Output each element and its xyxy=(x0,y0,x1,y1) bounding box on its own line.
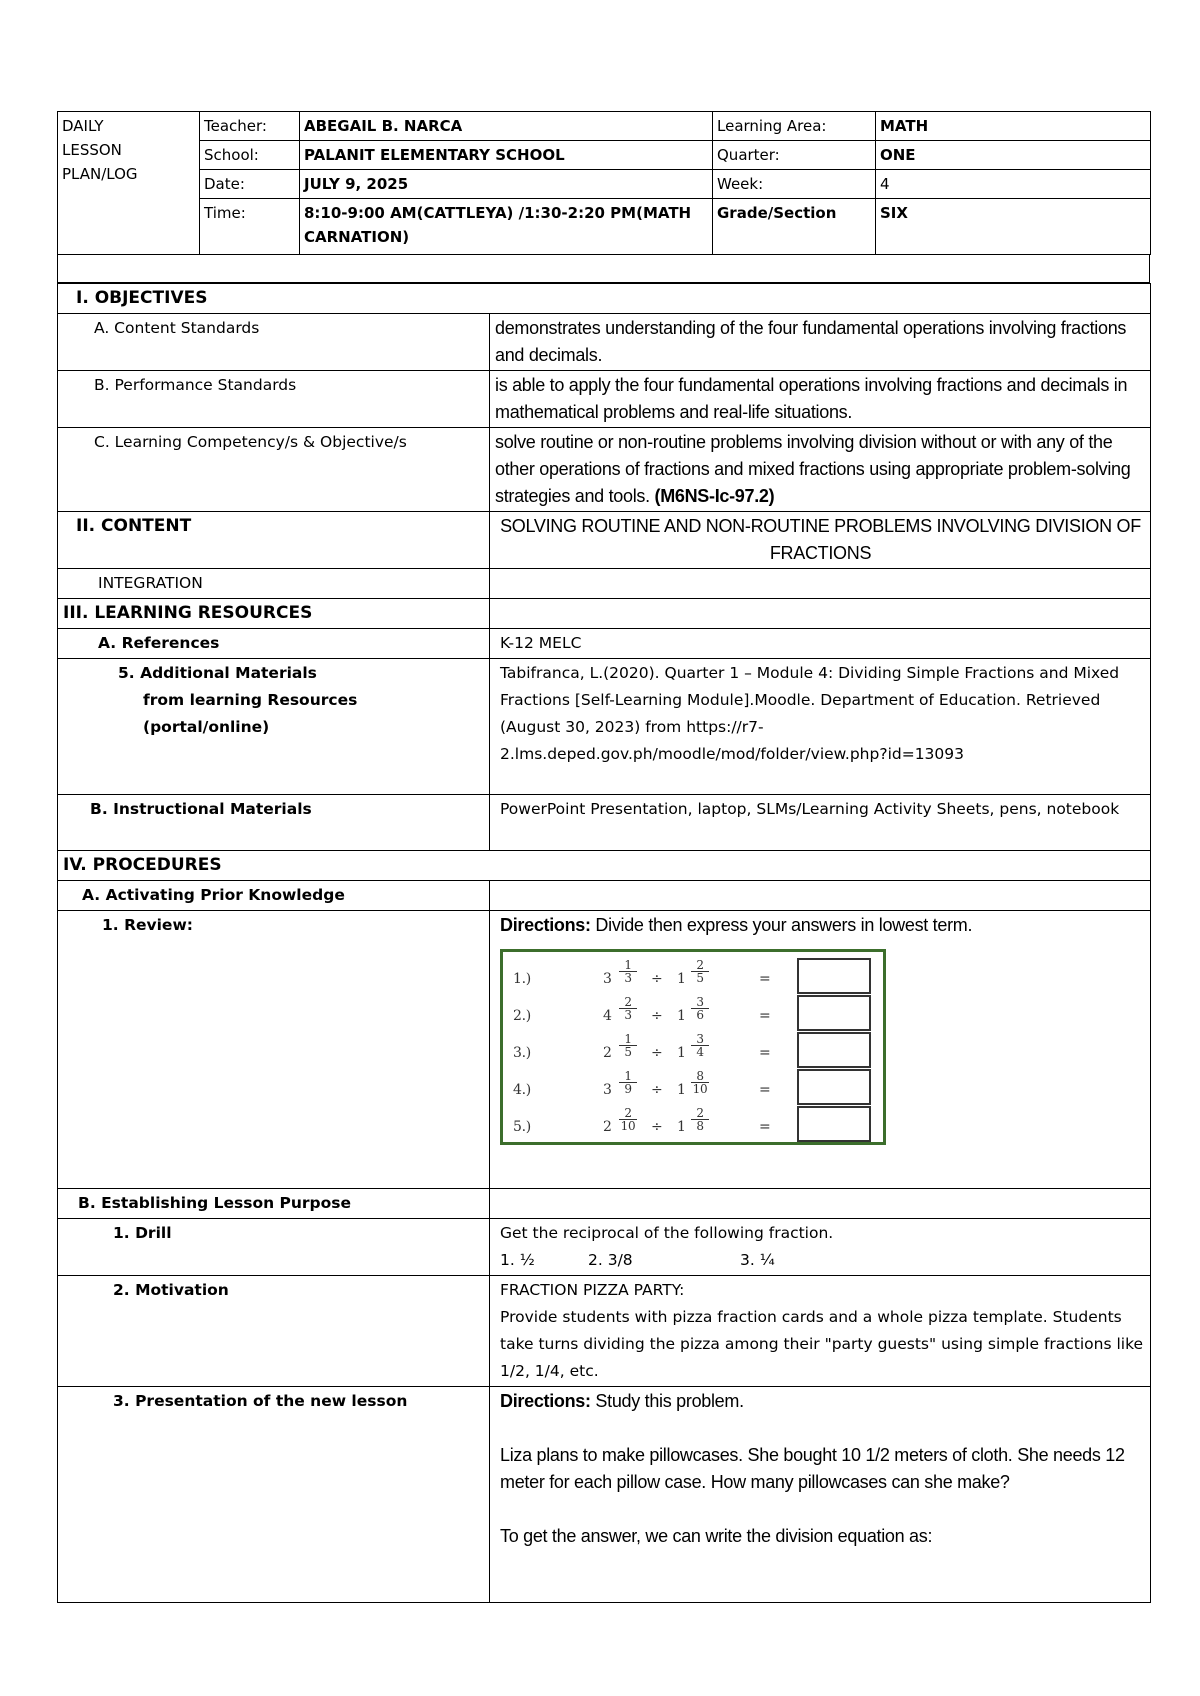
whole-number: 3 xyxy=(603,1082,612,1098)
presentation-label: 3. Presentation of the new lesson xyxy=(58,1387,490,1603)
answer-box xyxy=(797,1106,871,1142)
fraction: $\frac{2}{10}$ xyxy=(620,1106,636,1133)
divide-sign: ÷ xyxy=(651,1119,663,1135)
equals-sign: = xyxy=(759,1119,771,1135)
drill-item: 2. 3/8 xyxy=(588,1251,633,1269)
drill-text: Get the reciprocal of the following fraction. xyxy=(500,1224,834,1242)
date-label: Date: xyxy=(200,170,300,199)
procedures-heading: IV. PROCEDURES xyxy=(58,851,1151,881)
equals-sign: = xyxy=(759,1082,771,1098)
fraction: $\frac{3}{4}$ xyxy=(691,1033,709,1058)
school-value: PALANIT ELEMENTARY SCHOOL xyxy=(300,141,713,170)
motivation-cell xyxy=(490,1276,1151,1387)
whole-number: 2 xyxy=(603,1119,612,1135)
drill-label: 1. Drill xyxy=(58,1219,490,1276)
equals-sign: = xyxy=(759,1008,771,1024)
equals-sign: = xyxy=(759,1045,771,1061)
motivation-title: FRACTION PIZZA PARTY: xyxy=(500,1281,685,1299)
whole-number: 4 xyxy=(603,1008,612,1024)
quarter-label: Quarter: xyxy=(713,141,876,170)
drill-cell xyxy=(490,1219,1151,1276)
integration-label: INTEGRATION xyxy=(58,569,490,599)
performance-standards-label: B. Performance Standards xyxy=(58,371,490,428)
additional-materials-label: 5. Additional Materials from learning Resources (portal/online) xyxy=(58,659,490,795)
review-item-number: 2.) xyxy=(513,1008,531,1024)
presentation-problem: Liza plans to make pillowcases. She bought 10 1/2 meters of cloth. She needs 12 meter for each pillow case. How many pillowcases can she make? xyxy=(500,1445,1125,1492)
lesson-plan-page xyxy=(57,111,1150,1603)
presentation-directions-text: Study this problem. xyxy=(590,1391,744,1411)
motivation-text: Provide students with pizza fraction cards and a whole pizza template. Students take turns dividing the pizza among their "party guests" using simple fractions like 1/2, 1/4, etc. xyxy=(500,1308,1144,1380)
answer-box xyxy=(797,958,871,994)
whole-number: 2 xyxy=(603,1045,612,1061)
integration-value xyxy=(490,569,1151,599)
review-exercise-image xyxy=(500,949,886,1145)
establishing-label: B. Establishing Lesson Purpose xyxy=(58,1189,490,1219)
competency-label: C. Learning Competency/s & Objective/s xyxy=(58,428,490,512)
review-item xyxy=(513,1106,873,1140)
equals-sign: = xyxy=(759,971,771,987)
learning-area-value: MATH xyxy=(876,112,1151,141)
week-value: 4 xyxy=(876,170,1151,199)
grade-label: Grade/Section xyxy=(713,199,876,255)
competency-cell xyxy=(490,428,1151,512)
fraction: $\frac{3}{6}$ xyxy=(691,996,709,1021)
whole-number: 1 xyxy=(677,1045,686,1061)
review-item xyxy=(513,995,873,1029)
review-directions-text: Divide then express your answers in lowest term. xyxy=(590,915,973,935)
drill-items xyxy=(500,1247,1146,1274)
quarter-value: ONE xyxy=(876,141,1151,170)
answer-box xyxy=(797,1032,871,1068)
instructional-materials-label: B. Instructional Materials xyxy=(58,795,490,851)
divide-sign: ÷ xyxy=(651,971,663,987)
review-item-number: 1.) xyxy=(513,971,531,987)
resources-heading-blank xyxy=(490,599,1151,629)
fraction: $\frac{1}{5}$ xyxy=(619,1033,637,1058)
whole-number: 1 xyxy=(677,1082,686,1098)
performance-standards-text: is able to apply the four fundamental operations involving fractions and decimals in mathematical problems and real-life situations. xyxy=(490,371,1151,428)
content-standards-label: A. Content Standards xyxy=(58,314,490,371)
review-item xyxy=(513,958,873,992)
presentation-equation-text: To get the answer, we can write the division equation as: xyxy=(500,1526,933,1546)
review-directions-label: Directions: xyxy=(500,915,591,935)
answer-box xyxy=(797,1069,871,1105)
header-table xyxy=(57,111,1151,255)
activating-label: A. Activating Prior Knowledge xyxy=(58,881,490,911)
teacher-value: ABEGAIL B. NARCA xyxy=(300,112,713,141)
review-item-number: 3.) xyxy=(513,1045,531,1061)
resources-heading: III. LEARNING RESOURCES xyxy=(58,599,490,629)
divide-sign: ÷ xyxy=(651,1008,663,1024)
review-item xyxy=(513,1069,873,1103)
review-item-number: 5.) xyxy=(513,1119,531,1135)
divide-sign: ÷ xyxy=(651,1045,663,1061)
header-spacer xyxy=(57,255,1150,283)
drill-item: 3. ¼ xyxy=(740,1251,775,1269)
competency-text: solve routine or non-routine problems involving division without or with any of the other operations of fractions and mixed fractions using appropriate problem-solving strategies and tools. xyxy=(495,432,1131,506)
school-label: School: xyxy=(200,141,300,170)
time-label: Time: xyxy=(200,199,300,255)
fraction: $\frac{2}{8}$ xyxy=(691,1107,709,1132)
drill-item: 1. ½ xyxy=(500,1251,535,1269)
content-text: SOLVING ROUTINE AND NON-ROUTINE PROBLEMS INVOLVING DIVISION OF FRACTIONS xyxy=(490,512,1151,569)
grade-value: SIX xyxy=(876,199,1151,255)
motivation-label: 2. Motivation xyxy=(58,1276,490,1387)
time-value: 8:10-9:00 AM(CATTLEYA) /1:30-2:20 PM(MATH CARNATION) xyxy=(300,199,713,255)
review-cell xyxy=(490,911,1151,1189)
whole-number: 1 xyxy=(677,1008,686,1024)
whole-number: 3 xyxy=(603,971,612,987)
whole-number: 1 xyxy=(677,971,686,987)
fraction: $\frac{1}{3}$ xyxy=(619,959,637,984)
additional-materials-text: Tabifranca, L.(2020). Quarter 1 – Module 4: Dividing Simple Fractions and Mixed Fractions [Self-Learning Module].Moodle. Department of Education. Retrieved (August 30, 2023) from https://r7-2.lms.deped.gov.ph/moodle/mod/folder/view.php?id=13093 xyxy=(490,659,1151,795)
activating-blank xyxy=(490,881,1151,911)
divide-sign: ÷ xyxy=(651,1082,663,1098)
fraction: $\frac{1}{9}$ xyxy=(619,1070,637,1095)
instructional-materials-text: PowerPoint Presentation, laptop, SLMs/Learning Activity Sheets, pens, notebook xyxy=(490,795,1151,851)
presentation-cell xyxy=(490,1387,1151,1603)
week-label: Week: xyxy=(713,170,876,199)
fraction: $\frac{8}{10}$ xyxy=(692,1069,708,1096)
fraction: $\frac{2}{3}$ xyxy=(619,996,637,1021)
review-item-number: 4.) xyxy=(513,1082,531,1098)
answer-box xyxy=(797,995,871,1031)
references-label: A. References xyxy=(58,629,490,659)
review-label: 1. Review: xyxy=(58,911,490,1189)
content-standards-text: demonstrates understanding of the four fundamental operations involving fractions and decimals. xyxy=(490,314,1151,371)
dll-title: DAILY LESSON PLAN/LOG xyxy=(58,112,200,255)
fraction: $\frac{2}{5}$ xyxy=(691,959,709,984)
lesson-table xyxy=(57,283,1151,1603)
competency-code: (M6NS-Ic-97.2) xyxy=(654,486,775,506)
teacher-label: Teacher: xyxy=(200,112,300,141)
whole-number: 1 xyxy=(677,1119,686,1135)
learning-area-label: Learning Area: xyxy=(713,112,876,141)
references-text: K-12 MELC xyxy=(490,629,1151,659)
presentation-directions-label: Directions: xyxy=(500,1391,591,1411)
content-heading: II. CONTENT xyxy=(58,512,490,569)
date-value: JULY 9, 2025 xyxy=(300,170,713,199)
objectives-heading: I. OBJECTIVES xyxy=(58,284,1151,314)
establishing-blank xyxy=(490,1189,1151,1219)
review-item xyxy=(513,1032,873,1066)
